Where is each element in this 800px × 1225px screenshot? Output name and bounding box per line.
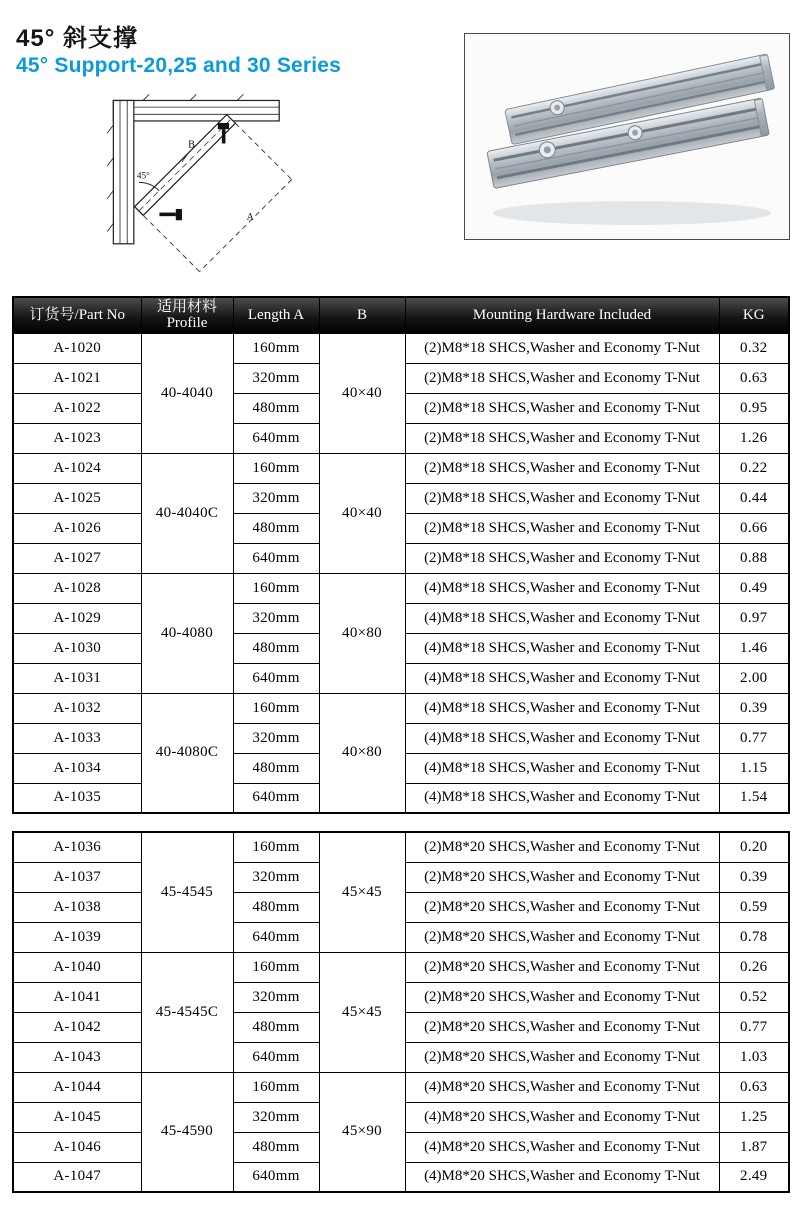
length-cell: 320mm (233, 723, 319, 753)
length-cell: 160mm (233, 453, 319, 483)
profile-cell: 40-4040C (141, 453, 233, 573)
length-cell: 320mm (233, 483, 319, 513)
kg-cell: 1.15 (719, 753, 789, 783)
kg-cell: 0.39 (719, 693, 789, 723)
part-no-cell: A-1029 (13, 603, 141, 633)
length-cell: 480mm (233, 513, 319, 543)
part-no-cell: A-1047 (13, 1162, 141, 1192)
kg-cell: 0.59 (719, 892, 789, 922)
header-length-a: Length A (233, 297, 319, 333)
part-no-cell: A-1025 (13, 483, 141, 513)
length-cell: 640mm (233, 1162, 319, 1192)
length-cell: 640mm (233, 922, 319, 952)
kg-cell: 0.97 (719, 603, 789, 633)
header-profile-zh: 适用材料 (156, 299, 217, 316)
part-no-cell: A-1037 (13, 862, 141, 892)
length-cell: 320mm (233, 982, 319, 1012)
part-no-cell: A-1041 (13, 982, 141, 1012)
kg-cell: 0.49 (719, 573, 789, 603)
kg-cell: 0.66 (719, 513, 789, 543)
technical-diagram (98, 88, 313, 288)
part-no-cell: A-1043 (13, 1042, 141, 1072)
kg-cell: 0.39 (719, 862, 789, 892)
hardware-cell: (2)M8*18 SHCS,Washer and Economy T-Nut (405, 333, 719, 363)
header-profile-en: Profile (166, 315, 208, 332)
kg-cell: 0.77 (719, 1012, 789, 1042)
kg-cell: 0.63 (719, 1072, 789, 1102)
part-no-cell: A-1028 (13, 573, 141, 603)
table-header-row (13, 297, 789, 333)
kg-cell: 0.20 (719, 832, 789, 862)
hardware-cell: (2)M8*18 SHCS,Washer and Economy T-Nut (405, 393, 719, 423)
part-no-cell: A-1042 (13, 1012, 141, 1042)
part-no-cell: A-1040 (13, 952, 141, 982)
b-cell: 40×80 (319, 573, 405, 693)
part-no-cell: A-1036 (13, 832, 141, 862)
profile-cell: 45-4590 (141, 1072, 233, 1192)
hardware-cell: (4)M8*18 SHCS,Washer and Economy T-Nut (405, 633, 719, 663)
table-row (13, 573, 789, 603)
hardware-cell: (2)M8*20 SHCS,Washer and Economy T-Nut (405, 1042, 719, 1072)
kg-cell: 2.00 (719, 663, 789, 693)
kg-cell: 1.87 (719, 1132, 789, 1162)
table-row (13, 453, 789, 483)
hardware-cell: (4)M8*18 SHCS,Washer and Economy T-Nut (405, 723, 719, 753)
part-no-cell: A-1039 (13, 922, 141, 952)
length-cell: 480mm (233, 753, 319, 783)
page-title-en: 45° Support-20,25 and 30 Series (16, 54, 342, 77)
length-cell: 640mm (233, 423, 319, 453)
b-cell: 40×40 (319, 453, 405, 573)
table-row (13, 1072, 789, 1102)
part-no-cell: A-1030 (13, 633, 141, 663)
hardware-cell: (2)M8*20 SHCS,Washer and Economy T-Nut (405, 892, 719, 922)
hardware-cell: (4)M8*20 SHCS,Washer and Economy T-Nut (405, 1102, 719, 1132)
table-section-gap (12, 814, 788, 831)
length-cell: 160mm (233, 832, 319, 862)
hardware-cell: (2)M8*20 SHCS,Washer and Economy T-Nut (405, 1012, 719, 1042)
profile-cell: 45-4545 (141, 832, 233, 952)
part-no-cell: A-1026 (13, 513, 141, 543)
kg-cell: 0.88 (719, 543, 789, 573)
kg-cell: 0.26 (719, 952, 789, 982)
b-cell: 40×80 (319, 693, 405, 813)
hardware-cell: (2)M8*18 SHCS,Washer and Economy T-Nut (405, 363, 719, 393)
parts-table-top (12, 296, 790, 814)
kg-cell: 0.22 (719, 453, 789, 483)
part-no-cell: A-1023 (13, 423, 141, 453)
length-cell: 640mm (233, 663, 319, 693)
hardware-cell: (4)M8*18 SHCS,Washer and Economy T-Nut (405, 753, 719, 783)
parts-table-bottom (12, 831, 790, 1193)
length-cell: 480mm (233, 393, 319, 423)
part-no-cell: A-1027 (13, 543, 141, 573)
kg-cell: 1.03 (719, 1042, 789, 1072)
profile-cell: 40-4040 (141, 333, 233, 453)
table-row (13, 333, 789, 363)
kg-cell: 1.25 (719, 1102, 789, 1132)
kg-cell: 2.49 (719, 1162, 789, 1192)
length-cell: 320mm (233, 1102, 319, 1132)
profile-cell: 40-4080 (141, 573, 233, 693)
product-photo-illustration (465, 34, 789, 239)
parts-table (12, 296, 788, 1193)
header-b: B (319, 297, 405, 333)
diagram-label-a: A (246, 212, 254, 224)
length-cell: 320mm (233, 862, 319, 892)
hardware-cell: (2)M8*18 SHCS,Washer and Economy T-Nut (405, 483, 719, 513)
part-no-cell: A-1044 (13, 1072, 141, 1102)
hardware-cell: (4)M8*18 SHCS,Washer and Economy T-Nut (405, 663, 719, 693)
hardware-cell: (2)M8*20 SHCS,Washer and Economy T-Nut (405, 922, 719, 952)
length-cell: 160mm (233, 573, 319, 603)
length-cell: 320mm (233, 603, 319, 633)
length-cell: 640mm (233, 783, 319, 813)
profile-cell: 40-4080C (141, 693, 233, 813)
hardware-cell: (2)M8*20 SHCS,Washer and Economy T-Nut (405, 952, 719, 982)
bolt-icon (159, 209, 182, 220)
part-no-cell: A-1034 (13, 753, 141, 783)
product-photo (464, 33, 790, 240)
kg-cell: 1.46 (719, 633, 789, 663)
header-profile (141, 297, 233, 333)
page-title-zh: 45° 斜支撑 (16, 25, 138, 52)
hardware-cell: (4)M8*18 SHCS,Washer and Economy T-Nut (405, 783, 719, 813)
b-cell: 45×45 (319, 832, 405, 952)
hardware-cell: (4)M8*20 SHCS,Washer and Economy T-Nut (405, 1132, 719, 1162)
hardware-cell: (2)M8*20 SHCS,Washer and Economy T-Nut (405, 862, 719, 892)
header-hardware: Mounting Hardware Included (405, 297, 719, 333)
part-no-cell: A-1020 (13, 333, 141, 363)
hardware-cell: (2)M8*20 SHCS,Washer and Economy T-Nut (405, 982, 719, 1012)
kg-cell: 0.44 (719, 483, 789, 513)
hardware-cell: (4)M8*18 SHCS,Washer and Economy T-Nut (405, 603, 719, 633)
hardware-cell: (2)M8*18 SHCS,Washer and Economy T-Nut (405, 453, 719, 483)
b-cell: 40×40 (319, 333, 405, 453)
length-cell: 320mm (233, 363, 319, 393)
hardware-cell: (4)M8*20 SHCS,Washer and Economy T-Nut (405, 1072, 719, 1102)
header-kg: KG (719, 297, 789, 333)
hardware-cell: (2)M8*18 SHCS,Washer and Economy T-Nut (405, 543, 719, 573)
kg-cell: 0.95 (719, 393, 789, 423)
part-no-cell: A-1024 (13, 453, 141, 483)
length-cell: 160mm (233, 1072, 319, 1102)
kg-cell: 0.63 (719, 363, 789, 393)
part-no-cell: A-1022 (13, 393, 141, 423)
kg-cell: 0.32 (719, 333, 789, 363)
part-no-cell: A-1032 (13, 693, 141, 723)
length-cell: 480mm (233, 1012, 319, 1042)
hardware-cell: (4)M8*18 SHCS,Washer and Economy T-Nut (405, 693, 719, 723)
table-row (13, 693, 789, 723)
part-no-cell: A-1035 (13, 783, 141, 813)
length-cell: 160mm (233, 693, 319, 723)
kg-cell: 0.78 (719, 922, 789, 952)
table-row (13, 832, 789, 862)
hardware-cell: (2)M8*20 SHCS,Washer and Economy T-Nut (405, 832, 719, 862)
length-cell: 640mm (233, 1042, 319, 1072)
length-cell: 160mm (233, 333, 319, 363)
kg-cell: 1.54 (719, 783, 789, 813)
part-no-cell: A-1021 (13, 363, 141, 393)
kg-cell: 0.52 (719, 982, 789, 1012)
part-no-cell: A-1046 (13, 1132, 141, 1162)
length-cell: 480mm (233, 633, 319, 663)
length-cell: 160mm (233, 952, 319, 982)
part-no-cell: A-1038 (13, 892, 141, 922)
hardware-cell: (2)M8*18 SHCS,Washer and Economy T-Nut (405, 513, 719, 543)
hardware-cell: (2)M8*18 SHCS,Washer and Economy T-Nut (405, 423, 719, 453)
length-cell: 480mm (233, 1132, 319, 1162)
kg-cell: 1.26 (719, 423, 789, 453)
kg-cell: 0.77 (719, 723, 789, 753)
b-cell: 45×90 (319, 1072, 405, 1192)
hardware-cell: (4)M8*18 SHCS,Washer and Economy T-Nut (405, 573, 719, 603)
table-row (13, 952, 789, 982)
b-cell: 45×45 (319, 952, 405, 1072)
length-cell: 480mm (233, 892, 319, 922)
length-cell: 640mm (233, 543, 319, 573)
diagram-angle-label: 45° (136, 170, 150, 181)
hardware-cell: (4)M8*20 SHCS,Washer and Economy T-Nut (405, 1162, 719, 1192)
part-no-cell: A-1031 (13, 663, 141, 693)
profile-cell: 45-4545C (141, 952, 233, 1072)
part-no-cell: A-1033 (13, 723, 141, 753)
header-part-no: 订货号/Part No (13, 297, 141, 333)
part-no-cell: A-1045 (13, 1102, 141, 1132)
diagram-label-b: B (188, 139, 195, 151)
